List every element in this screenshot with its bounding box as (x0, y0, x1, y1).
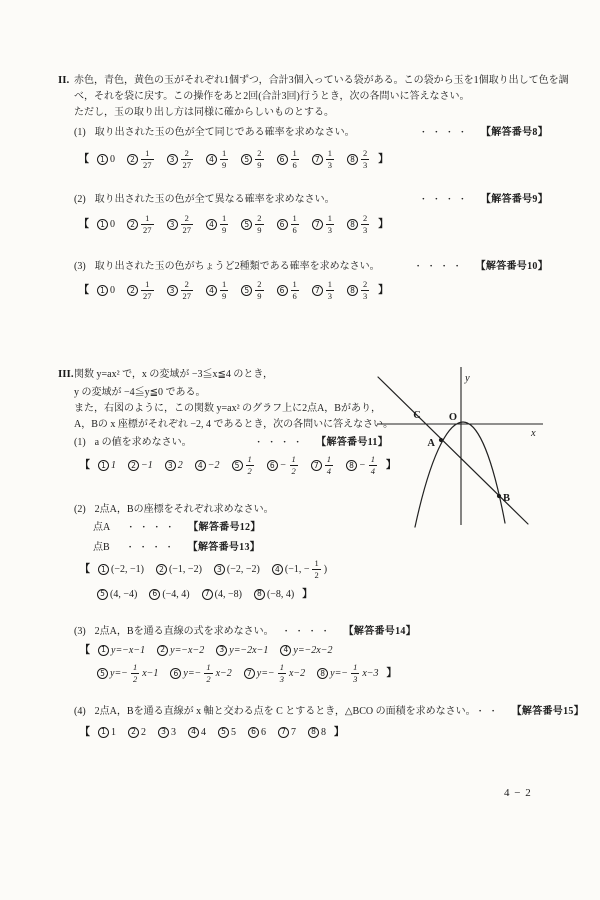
fraction: $\frac{2}{27}$ (182, 213, 191, 235)
answer-option (127, 149, 155, 170)
fraction: $\frac{2}{27}$ (182, 279, 191, 301)
answer-option (347, 280, 370, 301)
fraction: $\frac{2}{9}$ (257, 148, 262, 170)
option-mark: 6 (149, 589, 160, 600)
answer-number-badge: 【解答番号8】 (480, 127, 548, 138)
answer-option (206, 149, 229, 170)
fraction: $\frac{1}{3}$ (327, 148, 332, 170)
option-mark: 2 (127, 154, 138, 165)
option-mark: 5 (232, 460, 243, 471)
question-number: (1) (74, 437, 86, 448)
option-mark: 7 (312, 154, 323, 165)
option-mark: 5 (97, 668, 108, 679)
option-mark: 6 (277, 285, 288, 296)
answer-ref-group (282, 625, 416, 638)
answer-option: 2 −1 (128, 459, 153, 472)
answer-option (167, 214, 195, 235)
answer-option (277, 214, 300, 235)
option-mark: 2 (127, 219, 138, 230)
point-A-answer-row (93, 521, 261, 534)
question-row-s2q3 (74, 260, 548, 273)
answer-option: 1 1 (98, 726, 116, 739)
question-number: (3) (74, 261, 86, 272)
option-mark: 1 (98, 645, 109, 656)
answer-number-badge: 【解答番号10】 (475, 261, 548, 272)
function-graph (371, 356, 561, 536)
answer-option (167, 149, 195, 170)
fraction: $\frac{1}{9}$ (222, 279, 227, 301)
question-row-s3q4 (74, 705, 585, 718)
option-mark: 5 (241, 219, 252, 230)
answer-option: 4 4 (188, 726, 206, 739)
option-mark: 6 (248, 727, 259, 738)
answer-number-badge: 【解答番号11】 (316, 437, 388, 448)
answer-option (311, 455, 334, 476)
option-mark: 1 (97, 219, 108, 230)
fraction: $\frac{1}{2}$ (132, 662, 138, 684)
fraction: $\frac{1}{3}$ (327, 213, 332, 235)
fraction: $\frac{2}{3}$ (363, 148, 368, 170)
answer-option (277, 280, 300, 301)
answer-option: 5 5 (218, 726, 236, 739)
question-row-s3q3 (74, 625, 416, 638)
question-row-s3q2 (74, 503, 274, 516)
answer-option: 1 (−2, −1) (98, 563, 144, 576)
answer-option: 6 − $\frac{1}{2}$ (267, 455, 299, 476)
question-number: (2) (74, 504, 86, 515)
answer-option: 3 3 (158, 726, 176, 739)
option-mark: 3 (165, 460, 176, 471)
graph-svg (371, 356, 561, 536)
fraction: $\frac{2}{3}$ (363, 279, 368, 301)
option-mark: 8 (346, 460, 357, 471)
section2-label: II. (58, 74, 70, 86)
question-text: 取り出された玉の色がちょうど2種類である確率を求めなさい。 (94, 261, 380, 272)
option-mark: 7 (244, 668, 255, 679)
answer-option: 7 7 (278, 726, 296, 739)
answer-ref-group (414, 260, 548, 273)
answer-options-s3q2-row2: 5 (4, −4) 6 (−4, 4) 7 (4, −8) 8 (−8, 4) 】 (97, 586, 308, 602)
answer-options-s2q3: 【 1 0 2 $\frac{1}{27}$ 3 $\frac{2}{27}$ 4 $\frac{1}{9}$ 5 $\frac{2}{9}$ 6 $\frac{1}{6}$ 7 $\frac{1}{3}$ 8 $\frac{2}{3}$ 】 (79, 279, 389, 301)
answer-option: 4 −2 (195, 459, 220, 472)
answer-ref-group (419, 126, 548, 139)
section3-intro-line3: また，右図のように，この関数 y=ax² のグラフ上に2点A，Bがあり， (74, 403, 381, 414)
section2-intro-line1: 赤色，青色，黄色の玉がそれぞれ1個ずつ，合計3個入っている袋がある。この袋から玉を1個取り出して色を調 (74, 75, 569, 86)
fraction: $\frac{2}{3}$ (363, 213, 368, 235)
answer-options-s2q2: 【 1 0 2 $\frac{1}{27}$ 3 $\frac{2}{27}$ 4 $\frac{1}{9}$ 5 $\frac{2}{9}$ 6 $\frac{1}{6}$ 7 $\frac{1}{3}$ 8 $\frac{2}{3}$ 】 (79, 213, 389, 235)
fraction: $\frac{1}{2}$ (206, 662, 211, 684)
question-text: 取り出された玉の色が全て同じである確率を求めなさい。 (94, 127, 355, 138)
fraction: $\frac{1}{2}$ (291, 454, 296, 476)
section2-intro-line2: べ，それを袋に戻す。この操作をあと2回(合計3回)行うとき，次の各問いに答えなさい。 (74, 91, 470, 102)
option-mark: 5 (218, 727, 229, 738)
point-A-label: A (427, 438, 435, 449)
fraction: $\frac{1}{27}$ (143, 279, 152, 301)
option-mark: 8 (254, 589, 265, 600)
section2-intro-line3: ただし，玉の取り出し方は同様に確からしいものとする。 (74, 107, 334, 118)
answer-ref-group (419, 193, 548, 206)
fraction: $\frac{1}{4}$ (326, 454, 331, 476)
fraction: $\frac{2}{9}$ (257, 279, 262, 301)
fraction: $\frac{1}{2}$ (247, 454, 252, 476)
section3-intro-line1: 関数 y=ax² で，x の変域が −3≦x≦4 のとき， (74, 369, 273, 380)
answer-ref-group (254, 436, 388, 449)
answer-option (232, 455, 255, 476)
answer-option (167, 280, 195, 301)
option-mark: 3 (216, 645, 227, 656)
answer-option: 8 y=− $\frac{1}{3}$ x−3 (317, 663, 378, 684)
question-text: 2点A，Bを通る直線が x 軸と交わる点を C とするとき，△BCO の面積を求めなさい。 (94, 706, 476, 717)
answer-option: 3 y=−2x−1 (216, 644, 268, 657)
answer-option (277, 149, 300, 170)
leader-dots: ・・・・ (418, 127, 471, 137)
answer-number-badge: 【解答番号15】 (511, 706, 585, 717)
fraction: $\frac{2}{27}$ (182, 148, 191, 170)
answer-option: 4 (−1, − $\frac{1}{2}$ ) (272, 559, 327, 580)
answer-option (127, 280, 155, 301)
answer-option: 6 (−4, 4) (149, 588, 189, 601)
fraction: $\frac{1}{27}$ (143, 148, 152, 170)
fraction: $\frac{1}{9}$ (222, 148, 227, 170)
answer-option: 7 y=− $\frac{1}{3}$ x−2 (244, 663, 305, 684)
question-row-s2q2 (74, 193, 548, 206)
fraction: $\frac{1}{4}$ (370, 454, 375, 476)
point-A-label-text: 点A (93, 522, 111, 533)
fraction: $\frac{1}{6}$ (292, 279, 297, 301)
point-B-label-text: 点B (93, 542, 110, 553)
option-mark: 7 (202, 589, 213, 600)
fraction: $\frac{1}{27}$ (143, 213, 152, 235)
option-mark: 8 (347, 285, 358, 296)
fraction: $\frac{2}{9}$ (257, 213, 262, 235)
answer-option: 6 y=− $\frac{1}{2}$ x−2 (170, 663, 231, 684)
option-mark: 1 (97, 154, 108, 165)
fraction: $\frac{1}{3}$ (353, 662, 358, 684)
option-mark: 4 (206, 219, 217, 230)
page-number: 4 − 2 (504, 787, 532, 799)
option-mark: 2 (127, 285, 138, 296)
answer-options-s3q3-row1: 【 1 y=−x−1 2 y=−x−2 3 y=−2x−1 4 y=−2x−2 (80, 644, 333, 656)
question-number: (1) (74, 127, 86, 138)
answer-option (347, 214, 370, 235)
y-axis-label: y (465, 373, 470, 384)
answer-options-s2q1: 【 1 0 2 $\frac{1}{27}$ 3 $\frac{2}{27}$ 4 $\frac{1}{9}$ 5 $\frac{2}{9}$ 6 $\frac{1}{6}$ 7 $\frac{1}{3}$ 8 $\frac{2}{3}$ 】 (79, 148, 389, 170)
question-row-s3q1 (74, 436, 388, 449)
point-C-label: C (413, 410, 421, 421)
option-mark: 6 (267, 460, 278, 471)
answer-options-s3q4: 【 1 1 2 2 3 3 4 4 5 5 6 6 7 7 8 8 】 (80, 726, 344, 738)
option-mark: 3 (158, 727, 169, 738)
question-number: (3) (74, 626, 86, 637)
origin-label: O (448, 412, 457, 423)
answer-option (206, 280, 229, 301)
option-mark: 2 (128, 460, 139, 471)
question-text: 取り出された玉の色が全て異なる確率を求めなさい。 (94, 194, 335, 205)
fraction: $\frac{1}{2}$ (314, 558, 319, 580)
section3-intro-line2: y の変域が −4≦y≦0 である。 (74, 387, 206, 398)
leader-dots: ・・・・ (126, 522, 179, 532)
x-axis-label: x (531, 428, 536, 439)
answer-option (127, 214, 155, 235)
answer-option (347, 149, 370, 170)
option-mark: 2 (128, 727, 139, 738)
answer-number-badge: 【解答番号13】 (187, 542, 261, 553)
leader-dots: ・・・・ (418, 194, 471, 204)
answer-option: 4 y=−2x−2 (280, 644, 332, 657)
question-number: (4) (74, 706, 86, 717)
option-mark: 5 (97, 589, 108, 600)
option-mark: 4 (272, 564, 283, 575)
fraction: $\frac{1}{3}$ (327, 279, 332, 301)
answer-number-badge: 【解答番号9】 (480, 194, 548, 205)
answer-option: 2 y=−x−2 (157, 644, 204, 657)
leader-dots: ・・・・ (125, 542, 178, 552)
question-text: 2点A，Bの座標をそれぞれ求めなさい。 (94, 504, 274, 515)
option-mark: 5 (241, 154, 252, 165)
option-mark: 1 (97, 285, 108, 296)
section3-intro-line4: A，Bの x 座標がそれぞれ −2, 4 であるとき，次の各問いに答えなさい。 (74, 419, 394, 430)
fraction: $\frac{1}{3}$ (279, 662, 284, 684)
fraction: $\frac{1}{6}$ (292, 148, 297, 170)
answer-options-s3q3-row2: 5 y=− $\frac{1}{2}$ x−1 6 y=− $\frac{1}{2}$ x−2 7 y=− $\frac{1}{3}$ x−2 8 y=− $\frac{1}{3}$ x−3 】 (97, 660, 393, 687)
answer-option: 8 8 (308, 726, 326, 739)
option-mark: 4 (188, 727, 199, 738)
answer-option: 3 (−2, −2) (214, 563, 260, 576)
fraction: $\frac{1}{6}$ (292, 213, 297, 235)
answer-ref-group (476, 705, 584, 718)
answer-option: 5 y=− $\frac{1}{2}$ x−1 (97, 663, 158, 684)
option-mark: 3 (167, 219, 178, 230)
option-mark: 6 (170, 668, 181, 679)
option-mark: 6 (277, 154, 288, 165)
answer-option: 3 2 (165, 459, 183, 472)
option-mark: 8 (317, 668, 328, 679)
answer-option: 8 (−8, 4) (254, 588, 294, 601)
option-mark: 7 (312, 219, 323, 230)
answer-option (241, 214, 264, 235)
option-mark: 7 (278, 727, 289, 738)
option-mark: 4 (280, 645, 291, 656)
option-mark: 3 (167, 285, 178, 296)
option-mark: 1 (98, 460, 109, 471)
option-mark: 5 (241, 285, 252, 296)
answer-option: 2 2 (128, 726, 146, 739)
leader-dots: ・・ (475, 706, 502, 716)
answer-option: 8 − $\frac{1}{4}$ (346, 455, 378, 476)
answer-option: 6 6 (248, 726, 266, 739)
question-text: a の値を求めなさい。 (94, 437, 192, 448)
point-B-label: B (503, 493, 511, 504)
answer-option (241, 149, 264, 170)
question-row-s2q1 (74, 126, 548, 139)
point-B-dot (497, 494, 501, 498)
point-B-answer-row (93, 541, 260, 554)
option-mark: 8 (347, 219, 358, 230)
option-mark: 4 (206, 285, 217, 296)
answer-option: 1 1 (98, 459, 116, 472)
answer-option (241, 280, 264, 301)
section3-label: III. (58, 368, 74, 380)
option-mark: 3 (214, 564, 225, 575)
answer-option: 2 (−1, −2) (156, 563, 202, 576)
option-mark: 2 (156, 564, 167, 575)
answer-options-s3q1: 【 1 1 2 −1 3 2 4 −2 5 $\frac{1}{2}$ 6 − $\frac{1}{2}$ 7 $\frac{1}{4}$ 8 − $\frac{1}{4}$ 】 (80, 454, 396, 476)
question-text: 2点A，Bを通る直線の式を求めなさい。 (94, 626, 274, 637)
answer-option: 1 0 (97, 153, 115, 166)
option-mark: 4 (206, 154, 217, 165)
option-mark: 1 (98, 727, 109, 738)
answer-option: 5 (4, −4) (97, 588, 137, 601)
option-mark: 6 (277, 219, 288, 230)
leader-dots: ・・・・ (413, 261, 466, 271)
option-mark: 3 (167, 154, 178, 165)
option-mark: 4 (195, 460, 206, 471)
answer-option (312, 149, 335, 170)
answer-option (206, 214, 229, 235)
answer-option: 7 (4, −8) (202, 588, 242, 601)
option-mark: 1 (98, 564, 109, 575)
answer-option (312, 280, 335, 301)
option-mark: 8 (347, 154, 358, 165)
option-mark: 2 (157, 645, 168, 656)
answer-option (312, 214, 335, 235)
answer-option: 1 y=−x−1 (98, 644, 145, 657)
answer-option: 1 0 (97, 284, 115, 297)
option-mark: 7 (311, 460, 322, 471)
answer-option: 1 0 (97, 218, 115, 231)
option-mark: 7 (312, 285, 323, 296)
option-mark: 8 (308, 727, 319, 738)
answer-number-badge: 【解答番号14】 (343, 626, 416, 637)
question-number: (2) (74, 194, 86, 205)
answer-number-badge: 【解答番号12】 (188, 522, 261, 533)
leader-dots: ・・・・ (254, 437, 307, 447)
answer-options-s3q2-row1: 【 1 (−2, −1) 2 (−1, −2) 3 (−2, −2) 4 (−1, − $\frac{1}{2}$ ) (80, 558, 328, 580)
fraction: $\frac{1}{9}$ (222, 213, 227, 235)
leader-dots: ・・・・ (281, 626, 334, 636)
point-A-dot (439, 438, 443, 442)
